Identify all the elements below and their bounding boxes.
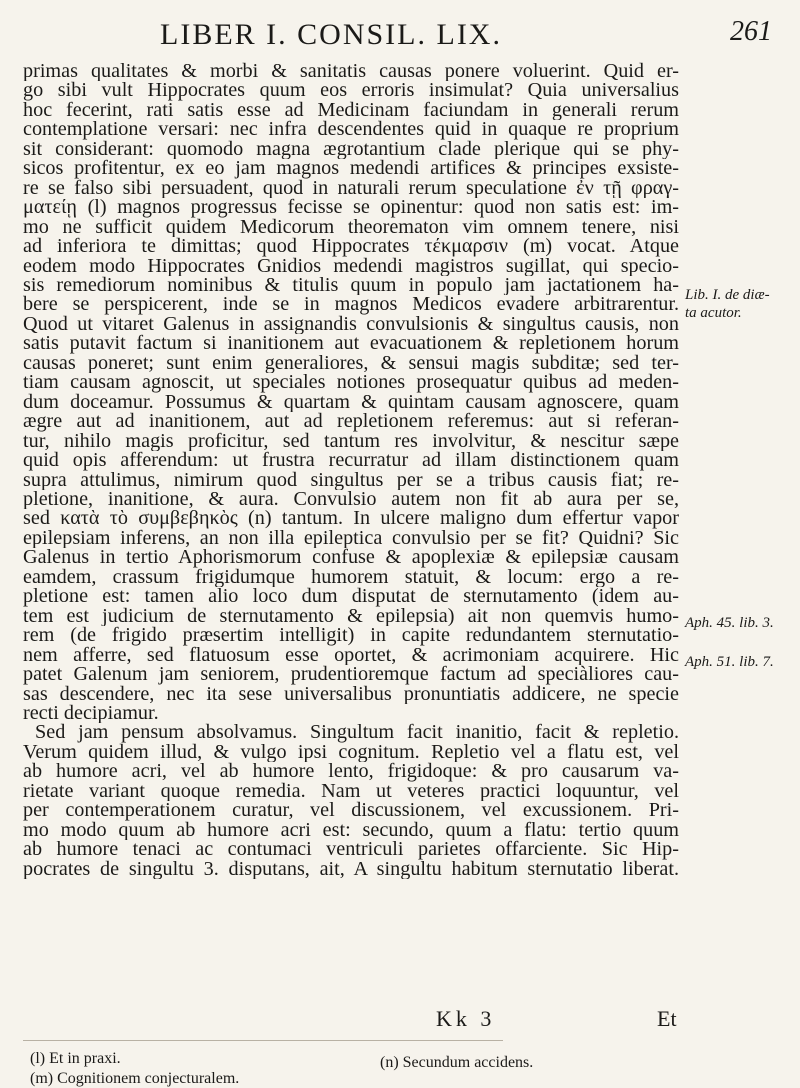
text-line: hoc fecerint, rati satis esse ad Medicinam faciundam in generali rerum: [23, 100, 679, 121]
signature-mark: Kk 3: [436, 1006, 496, 1031]
signature-line: [0, 1006, 800, 1034]
text-line: rem (de frigido præsertim intelligit) in capite redundantem sternutatio-: [23, 626, 679, 646]
text-line: pletione, inanitione, & aura. Convulsio autem non fit ab aura per se,: [23, 489, 679, 510]
text-line: ad inferiora te dimittas; quod Hippocrates τέκμαρσιν (m) vocat. Atque: [23, 237, 679, 257]
text-line: mo modo quum ab humore acri est: secundo, quum a flatu: tertio quum: [23, 820, 679, 841]
footnote-n: (n) Secundum accidens.: [380, 1054, 534, 1071]
margin-note-lib: Lib. I. de diæ- ta acutor.: [685, 287, 770, 321]
text-line: supra attulimus, nimirum quod singultus per se a tribus causis fiat; re-: [23, 470, 679, 490]
footnote-l: (l) Et in praxi.: [30, 1050, 121, 1067]
text-line: ab humore acri, vel ab humore lento, frigidoque: & pro causarum va-: [23, 762, 679, 782]
text-line: quid opis afferendum: ut frustra recurratur ad illam distinctionem quam: [23, 451, 679, 471]
catchword: Et: [657, 1006, 677, 1031]
text-line: per contemperationem curatur, vel discussionem, vel excussionem. Pri-: [23, 801, 679, 821]
text-line: tiam causam agnoscit, ut speciales notiones prosequatur quibus ad meden-: [23, 373, 679, 393]
text-line: sed κατὰ τὸ συμβεβηκὸς (n) tantum. In ulcere maligno dum effertur vapor: [23, 509, 679, 529]
footnote-m: (m) Cognitionem conjecturalem.: [30, 1070, 240, 1087]
footnote-divider: [23, 1040, 503, 1041]
body-text: [23, 62, 679, 879]
text-line: sis remediorum nominibus & titulis quum in populo jam jactationem ha-: [23, 275, 679, 296]
text-line: pocrates de singultu 3. disputans, ait, A singultu habitum sternutatio liberat.: [23, 859, 679, 880]
text-line: Verum quidem illud, & vulgo ipsi cognitum. Repletio vel a flatu est, vel: [23, 742, 679, 763]
margin-note-aph-45: Aph. 45. lib. 3.: [685, 615, 774, 631]
text-line: contemplatione versari: nec infra descendentes quid in quaque re proprium: [23, 120, 679, 140]
text-line: epilepsiam inferens, an non illa epileptica convulsio per se fit? Quidni? Sic: [23, 528, 679, 549]
text-line: nem afferre, sed flatuosum esse oportet, & acrimoniam acquirere. Hic: [23, 645, 679, 666]
text-line: tur, nihilo magis proficitur, sed tantum res involvitur, & nescitur sæpe: [23, 431, 679, 452]
text-line: recti decipiamur.: [23, 703, 159, 724]
text-line: Galenus in tertio Aphorismorum confuse & apoplexiæ & epilepsiæ causam: [23, 548, 679, 568]
text-line: dum doceamur. Possumus & quartam & quintam causam agnoscere, quam: [23, 392, 679, 413]
text-line: eamdem, crassum frigidumque humorem statuit, & locum: ergo a re-: [23, 567, 679, 588]
text-line: rietate variant quoque remedia. Nam ut veteres practici loquuntur, vel: [23, 781, 679, 802]
text-line: primas qualitates & morbi & sanitatis causas ponere voluerint. Quid er-: [23, 62, 679, 82]
text-line: re se falso sibi persuadent, quod in naturali rerum speculatione ἐν τῇ φραγ-: [23, 178, 679, 199]
text-line: satis putavit factum si inanitionem aut evacuationem & repletionem horum: [23, 334, 679, 354]
running-title: LIBER I. CONSIL. LIX.: [160, 18, 502, 51]
text-line: go sibi vult Hippocrates quum eos erroris insimulat? Quia universalius: [23, 81, 679, 101]
text-line: sicos profitentur, ex eo jam magnos medendi artifices & principes exsiste-: [23, 159, 679, 179]
margin-note-aph-51: Aph. 51. lib. 7.: [685, 654, 774, 670]
text-line: ægre aut ad inanitionem, aut ad repletionem referemus: aut si referan-: [23, 412, 679, 432]
text-line: patet Galenum jam seniorem, prudentioremque factum ad speciàliores cau-: [23, 665, 679, 685]
running-head: [0, 14, 800, 54]
page-number: 261: [730, 16, 772, 47]
text-line: pletione est: tamen alio loco dum disputat de sternutamento (idem au-: [23, 587, 679, 607]
text-line: ab humore tenaci ac contumaci ventriculi parietes offarciente. Sic Hip-: [23, 840, 679, 860]
text-line: tem est judicium de sternutamento & epilepsia) ait non quemvis humo-: [23, 606, 679, 627]
text-line: causas poneret; sunt enim generaliores, & sensui magis subditæ; sed ter-: [23, 353, 679, 374]
text-line: Sed jam pensum absolvamus. Singultum facit inanitio, facit & repletio.: [35, 723, 679, 743]
text-line: ματείῃ (l) magnos progressus fecisse se opinentur: quod non satis est: im-: [23, 198, 679, 218]
text-line: mo ne sufficit quidem Medicorum theorematon vim omnem tenere, nisi: [23, 217, 679, 238]
text-line: sit considerant: quomodo magna ægrotantium clade plerique qui se phy-: [23, 139, 679, 160]
text-line: sas descendere, nec ita sese universalibus pronuntiatis addicere, ne specie: [23, 684, 679, 704]
text-line: eodem modo Hippocrates Gnidios medendi magistros sugillat, qui specio-: [23, 256, 679, 276]
text-line: Quod ut vitaret Galenus in assignandis convulsionis & singultus causis, non: [23, 314, 679, 335]
text-line: bere se perspicerent, inde se in magnos Medicos evadere arbitrarentur.: [23, 295, 679, 315]
